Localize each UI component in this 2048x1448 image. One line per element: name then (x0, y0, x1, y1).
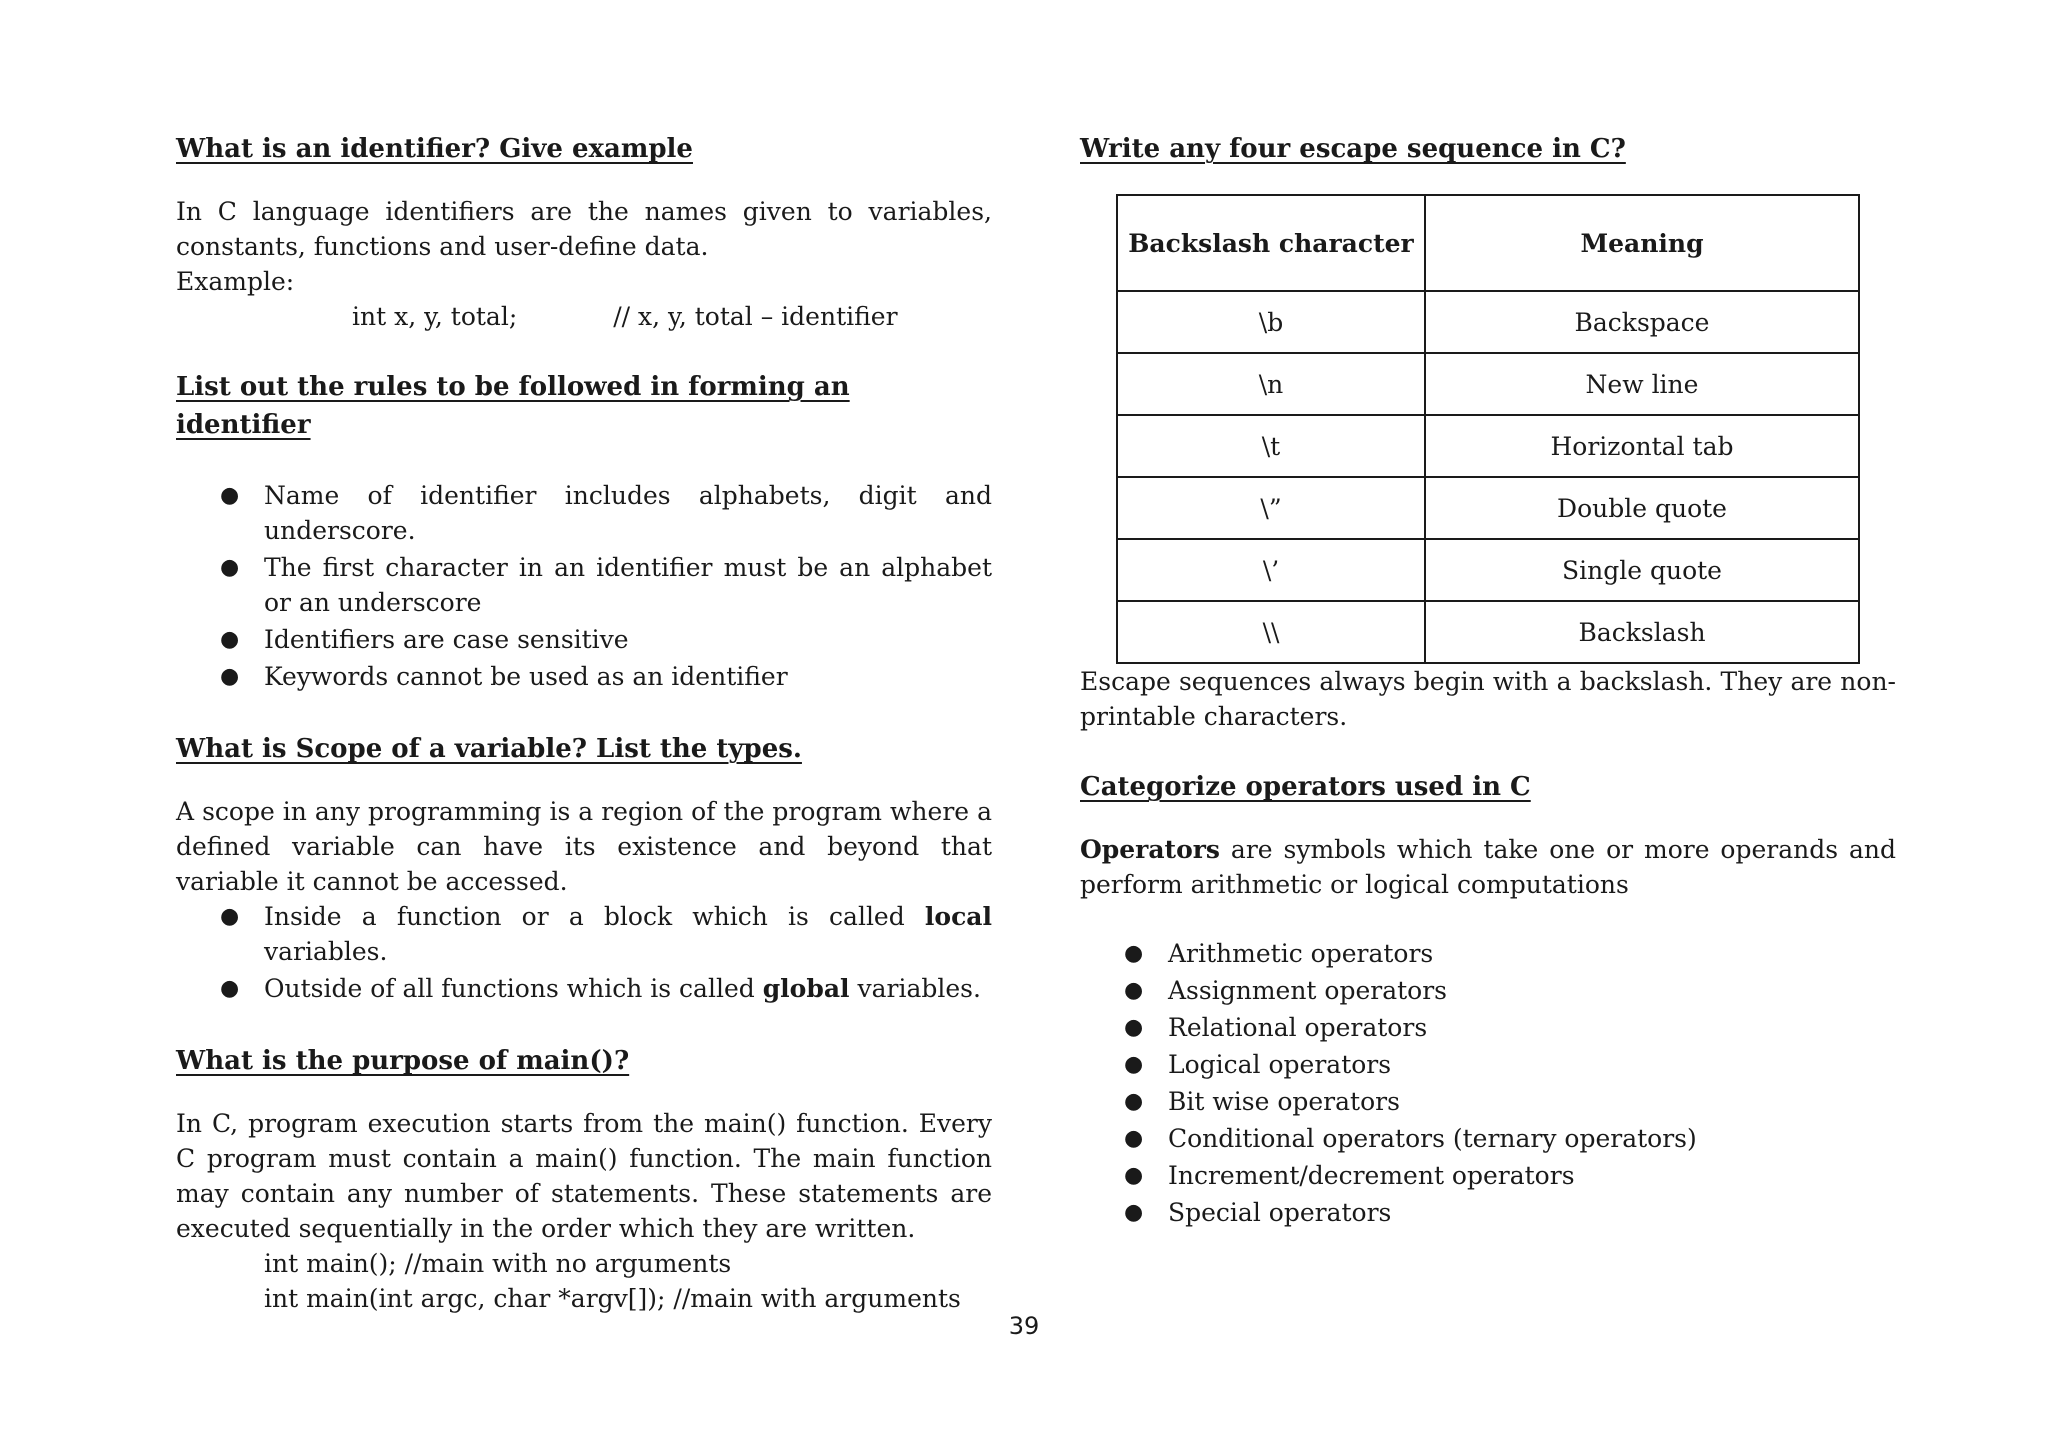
table-header-row (1117, 195, 1859, 291)
table-row: \t Horizontal tab (1117, 415, 1859, 477)
scope-body: A scope in any programming is a region of the program where a defined variable can have its existence and beyond that variable it cannot be accessed. (176, 797, 992, 896)
scope-list (176, 899, 992, 1006)
list-item: ● Identifiers are case sensitive (220, 625, 629, 654)
main-code-2: int main(int argc, char *argv[]); //main with arguments (264, 1284, 961, 1313)
rules-heading: List out the rules to be followed in forming an identifier (176, 372, 850, 440)
right-column (1080, 130, 1896, 1232)
list-item: ● Relational operators (1124, 1013, 1428, 1042)
main-heading: What is the purpose of main()? (176, 1046, 630, 1076)
list-item: ● Keywords cannot be used as an identifier (220, 662, 788, 691)
escape-table (1116, 194, 1860, 664)
page-number: 39 (1008, 1312, 1040, 1340)
list-item: ● The first character in an identifier must be an alphabet or an underscore (220, 553, 992, 617)
main-body: In C, program execution starts from the main() function. Every C program must contain a main() function. The main function may contain any number of statements. These statements are executed sequentially in the order which they are written. (176, 1109, 992, 1243)
list-item: ● Conditional operators (ternary operators) (1124, 1124, 1697, 1153)
operators-list (1080, 936, 1896, 1230)
operators-heading: Categorize operators used in C (1080, 772, 1531, 802)
example-comment: // x, y, total – identifier (613, 302, 898, 331)
identifier-heading: What is an identifier? Give example (176, 134, 693, 164)
table-row: \’ Single quote (1117, 539, 1859, 601)
list-item: ● Increment/decrement operators (1124, 1161, 1575, 1190)
list-item: ● Name of identifier includes alphabets, digit and underscore. (220, 481, 992, 545)
list-item: ● Logical operators (1124, 1050, 1392, 1079)
list-item: ● Bit wise operators (1124, 1087, 1400, 1116)
list-item: ● Assignment operators (1124, 976, 1447, 1005)
list-item: ● Inside a function or a block which is called local variables. (220, 902, 992, 966)
example-line (176, 299, 992, 334)
escape-note: Escape sequences always begin with a backslash. They are non-printable characters. (1080, 667, 1896, 731)
col-header-char: Backslash character (1117, 195, 1425, 291)
table-row: \\ Backslash (1117, 601, 1859, 663)
example-code: int x, y, total; (352, 302, 518, 331)
list-item: ● Special operators (1124, 1198, 1392, 1227)
main-code-1: int main(); //main with no arguments (264, 1249, 732, 1278)
identifier-body: In C language identifiers are the names given to variables, constants, functions and user-define data. (176, 197, 992, 261)
list-item: ● Outside of all functions which is called global variables. (220, 974, 981, 1003)
table-row: \b Backspace (1117, 291, 1859, 353)
col-header-meaning: Meaning (1425, 195, 1859, 291)
list-item: ● Arithmetic operators (1124, 939, 1434, 968)
table-row: \n New line (1117, 353, 1859, 415)
escape-heading: Write any four escape sequence in C? (1080, 134, 1626, 164)
table-row: \” Double quote (1117, 477, 1859, 539)
left-column (176, 130, 992, 1316)
scope-heading: What is Scope of a variable? List the types. (176, 734, 802, 764)
operators-intro: Operators are symbols which take one or more operands and perform arithmetic or logical computations (1080, 835, 1896, 899)
rules-list (176, 478, 992, 694)
example-label: Example: (176, 267, 295, 296)
